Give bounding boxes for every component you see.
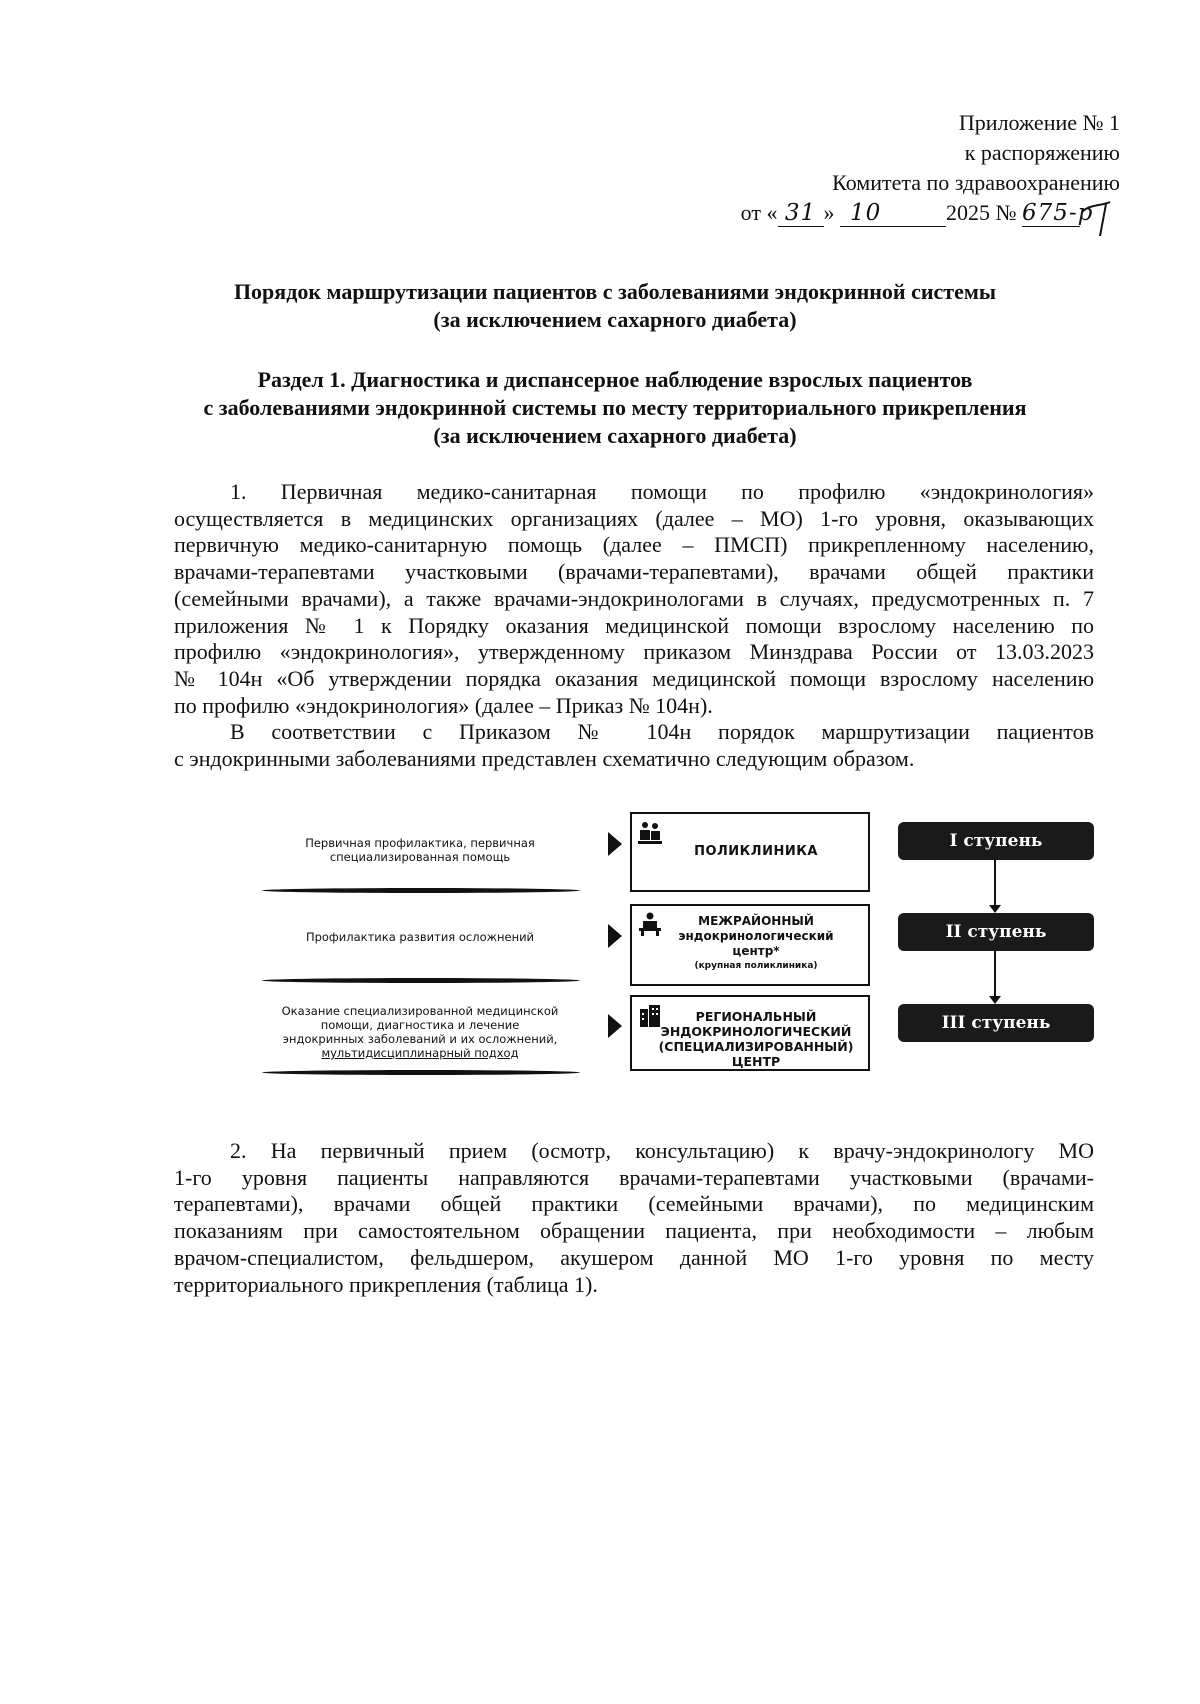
paragraph-line: № 104н «Об утверждении порядка оказания медицинской помощи взрослому населению [174,665,1094,691]
box-line: РЕГИОНАЛЬНЫЙ [695,1009,817,1024]
scheme-box-regional [630,995,870,1071]
scheme-label-line: помощи, диагностика и лечение [320,1018,520,1032]
scheme-label-line: эндокринных заболеваний и их осложнений, [282,1032,558,1046]
box-line: эндокринологический [678,929,834,943]
scheme-divider [262,978,580,983]
box-note: (крупная поликлиника) [694,961,818,971]
section-line: (за исключением сахарного диабета) [433,423,797,448]
box-title: ПОЛИКЛИНИКА [694,844,818,859]
scheme-label-3 [250,1004,590,1060]
step-badge-3: III ступень [898,1004,1094,1042]
scheme-label-line: Профилактика развития осложнений [305,930,535,944]
box-title [650,1009,862,1069]
title-line: Порядок маршрутизации пациентов с заболеваниями эндокринной системы [233,279,997,304]
body-text-top [174,479,1094,773]
appendix-committee: Комитета по здравоохранению [832,170,1120,195]
appendix-number: Приложение № 1 [958,110,1120,135]
appendix-header [741,108,1120,228]
paragraph-line: осуществляется в медицинских организациях (далее – МО) 1-го уровня, оказывающих [174,505,1094,531]
appendix-date-line [741,198,1120,228]
paragraph-line: приложения № 1 к Порядку оказания медицинской помощи взрослому населению по [174,612,1094,638]
scheme-label-line: специализированная помощь [329,850,511,864]
paragraph-line: 2. На первичный прием (осмотр, консультацию) к врачу-эндокринологу МО [230,1138,1094,1163]
box-line: (СПЕЦИАЛИЗИРОВАННЫЙ) [658,1039,854,1054]
scheme-box-interdistrict [630,904,870,986]
box-line: центр* [732,944,780,958]
date-year-num: 2025 № [946,200,1017,225]
paragraph-line: 1-го уровня пациенты направляются врачами-терапевтами участковыми (врачами- [174,1164,1094,1190]
scheme-divider [262,888,580,893]
pointer-arrow-icon [608,832,622,856]
arrow-down-icon [989,996,1001,1004]
paragraph-line: В соответствии с Приказом № 104н порядок маршрутизации пациентов [230,719,1094,745]
signature-stroke-icon [1080,198,1120,238]
scheme-label-2 [250,930,590,944]
scheme-divider [262,1070,580,1075]
section-line: Раздел 1. Диагностика и диспансерное наблюдение взрослых пациентов [257,367,973,392]
paragraph-line: показаниям при самостоятельном обращении пациента, при необходимости – любым [174,1218,1094,1244]
arrow-down-icon [989,905,1001,913]
box-line: МЕЖРАЙОННЫЙ [698,914,814,928]
paragraph-line: по профилю «эндокринология» (далее – Приказ № 104н). [174,692,713,718]
step-badge-1: I ступень [898,822,1094,860]
scheme-box-polyclinic [630,812,870,892]
box-line: ЭНДОКРИНОЛОГИЧЕСКИЙ [660,1024,852,1039]
paragraph-line: терапевтами), врачами общей практики (семейными врачами), по медицинским [174,1191,1094,1217]
paragraph-line: профилю «эндокринология», утвержденному приказом Минздрава России от 13.03.2023 [174,639,1094,665]
document-title [150,278,1080,334]
scheme-label-line: Оказание специализированной медицинской [281,1004,559,1018]
paragraph-line: врачами-терапевтами участковыми (врачами-терапевтами), врачами общей практики [174,559,1094,585]
body-text-bottom [174,1138,1094,1298]
date-month: 10 [840,200,946,227]
paragraph-line: первичную медико-санитарную помощь (далее – ПМСП) прикрепленному населению, [174,532,1094,558]
section-line: с заболеваниями эндокринной системы по месту территориального прикрепления [203,395,1027,420]
step-badge-2: II ступень [898,913,1094,951]
pointer-arrow-icon [608,924,622,948]
scheme-label-1 [250,836,590,864]
paragraph-line: 1. Первичная медико-санитарная помощи по профилю «эндокринология» [230,479,1094,504]
appendix-order: к распоряжению [964,140,1120,165]
step-connector [994,860,996,908]
date-day: 31 [778,200,824,227]
box-title [650,914,862,974]
date-mid: » [823,200,835,225]
paragraph-line: врачом-специалистом, фельдшером, акушером данной МО 1-го уровня по месту [174,1244,1094,1270]
order-number: 675-р [1022,200,1094,226]
paragraph-line: с эндокринными заболеваниями представлен схематично следующим образом. [174,746,915,772]
paragraph-line: (семейными врачами), а также врачами-эндокринологами в случаях, предусмотренных п. 7 [174,585,1094,611]
scheme-label-line: Первичная профилактика, первичная [305,836,535,850]
step-connector [994,951,996,999]
routing-scheme [250,808,1100,1078]
paragraph-line: территориального прикрепления (таблица 1). [174,1271,598,1297]
box-line: ЦЕНТР [731,1054,781,1069]
date-prefix: от « [740,200,778,225]
section-heading [150,366,1080,450]
doctor-patient-icon [638,820,662,844]
scheme-label-line: мультидисциплинарный подход [321,1046,519,1060]
pointer-arrow-icon [608,1014,622,1038]
title-line: (за исключением сахарного диабета) [433,307,797,332]
